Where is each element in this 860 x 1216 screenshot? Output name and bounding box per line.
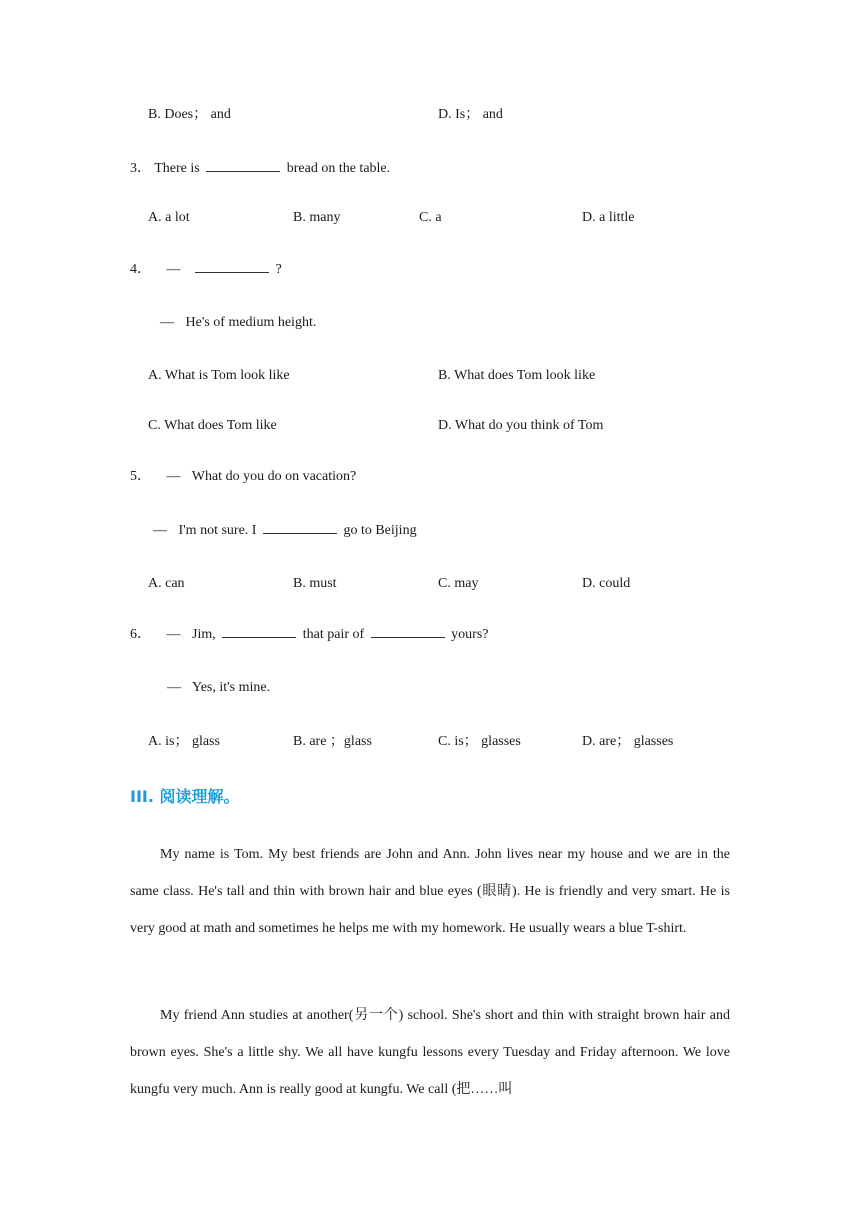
question-text: yours? [451, 627, 489, 642]
question-number: 3． [130, 161, 151, 176]
q4-option-d: D. What do you think of Tom [438, 418, 604, 433]
question-number: 4． [130, 262, 151, 277]
dialogue-dash: — [166, 627, 181, 642]
dialogue-dash: — [160, 315, 174, 330]
reply-text: He's of medium height. [185, 315, 317, 330]
q6-reply [167, 679, 270, 697]
q2-option-b: B. Does； and [148, 107, 231, 122]
question-text: What do you do on vacation? [191, 469, 357, 484]
reply-text: go to Beijing [343, 523, 417, 538]
q4-option-b: B. What does Tom look like [438, 368, 596, 383]
q2-option-d: D. Is； and [438, 107, 503, 122]
dialogue-dash: — [166, 262, 181, 277]
question-number: 5． [130, 469, 151, 484]
q4-option-c: C. What does Tom like [148, 418, 277, 433]
answer-blank [206, 159, 280, 172]
answer-blank [371, 625, 445, 638]
question-4 [130, 260, 282, 279]
q6-option-b: B. are ；glass [293, 734, 372, 749]
q5-option-a: A. can [148, 576, 185, 591]
answer-blank [195, 260, 269, 273]
q6-option-d: D. are； glasses [582, 734, 674, 749]
q3-option-b: B. many [293, 210, 341, 225]
question-6 [130, 625, 488, 644]
answer-blank [263, 521, 337, 534]
q5-option-c: C. may [438, 576, 479, 591]
q4-reply [160, 314, 316, 332]
q5-option-d: D. could [582, 576, 631, 591]
passage-paragraph-1: My name is Tom. My best friends are John and Ann. John lives near my house and we are in the same class. He's tall and thin with brown hair and blue eyes (眼睛). He is friendly and very smart. He is very good at math and sometimes he helps me with my homework. He usually wears a blue T-shirt. [130, 847, 730, 936]
reply-text: I'm not sure. I [178, 523, 257, 538]
q3-option-a: A. a lot [148, 210, 190, 225]
question-text: Jim, [192, 627, 216, 642]
q3-option-d: D. a little [582, 210, 635, 225]
question-text: There is [154, 161, 200, 176]
q3-option-c: C. a [419, 210, 442, 225]
dialogue-dash: — [153, 523, 167, 538]
question-number: 6． [130, 627, 151, 642]
question-text: that pair of [302, 627, 365, 642]
question-3 [130, 159, 390, 178]
reply-text: Yes, it's mine. [191, 680, 271, 695]
passage-paragraph-2: My friend Ann studies at another(另一个) school. She's short and thin with straight brown hair and brown eyes. She's a little shy. We all have kungfu lessons every Tuesday and Friday afternoon. We love kungfu very much. Ann is really good at kungfu. We call (把……叫 [130, 1008, 730, 1097]
section-heading: III. 阅读理解。 [130, 787, 240, 806]
q6-option-a: A. is； glass [148, 734, 220, 749]
dialogue-dash: — [167, 680, 181, 695]
dialogue-dash: — [166, 469, 181, 484]
q4-option-a: A. What is Tom look like [148, 368, 290, 383]
answer-blank [222, 625, 296, 638]
q6-option-c: C. is； glasses [438, 734, 521, 749]
q5-reply [153, 521, 417, 540]
q5-option-b: B. must [293, 576, 337, 591]
question-5 [130, 468, 356, 486]
question-text: bread on the table. [286, 161, 391, 176]
question-text: ? [275, 262, 282, 277]
